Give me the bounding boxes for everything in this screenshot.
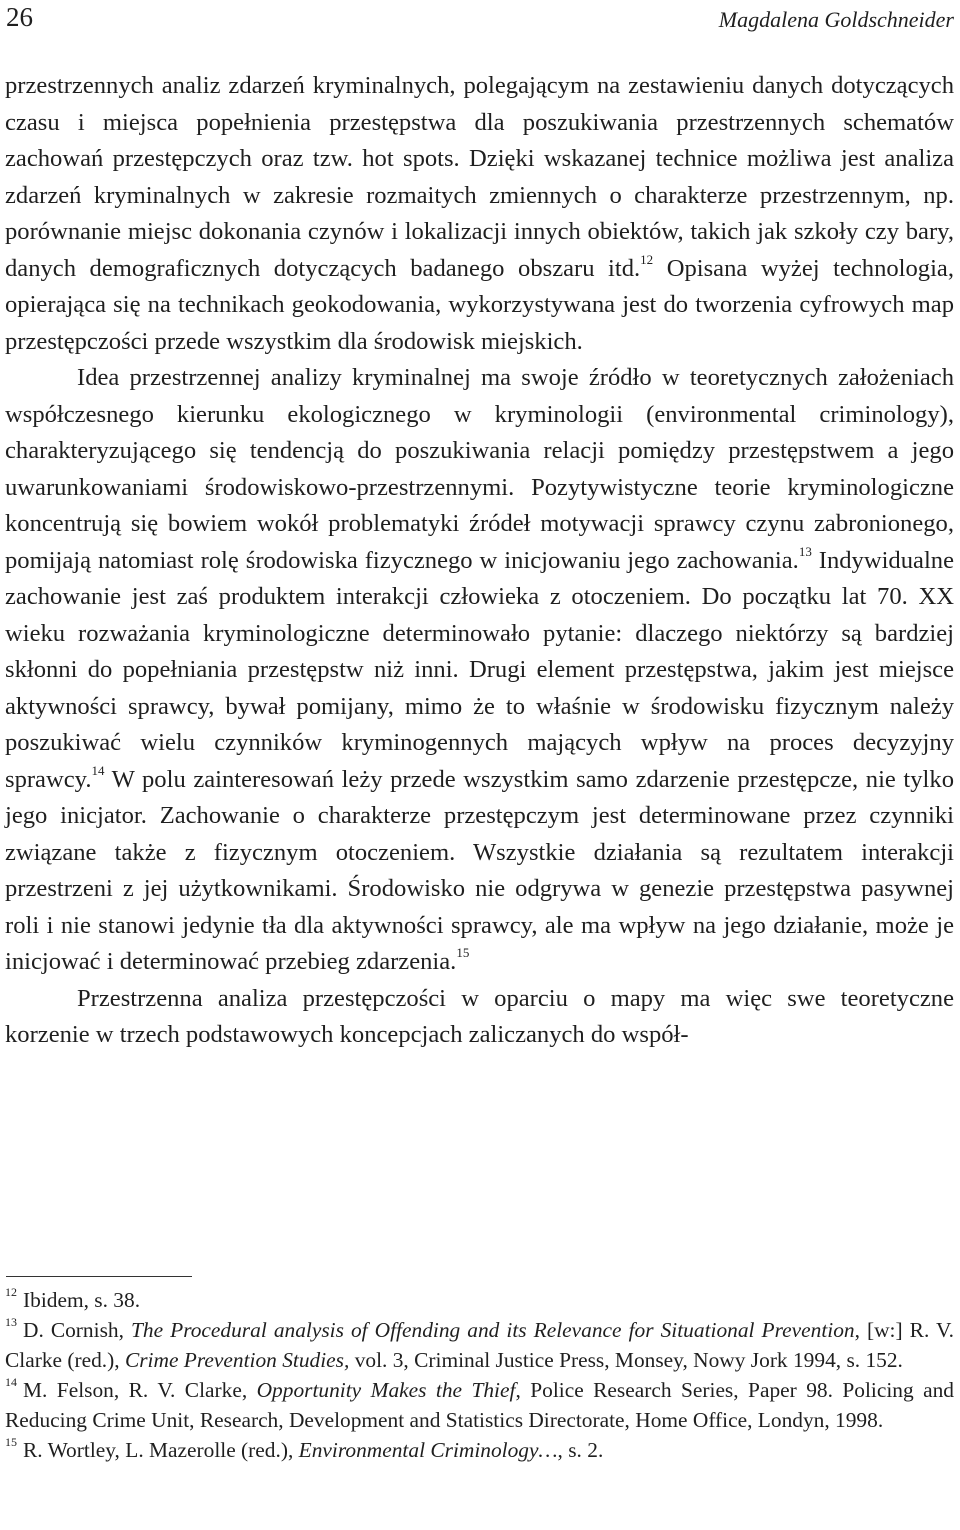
running-head-author: Magdalena Goldschneider bbox=[718, 7, 954, 32]
footnote-12 bbox=[5, 1285, 954, 1315]
footnote-14 bbox=[5, 1375, 954, 1435]
footnote-text: , [w:] R. V. Clarke (red.), bbox=[5, 1318, 954, 1372]
footnote-text: vol. 3, Criminal Justice Press, Monsey, Nowy Jork 1994, s. 152. bbox=[349, 1348, 903, 1372]
footnote-text: M. Felson, R. V. Clarke, bbox=[23, 1378, 257, 1402]
footnotes bbox=[5, 1285, 954, 1465]
paragraph-1-text-a: przestrzennych analiz zdarzeń kryminalnych, polegającym na zestawieniu danych dotyczących czasu i miejsca popełnienia przestępstwa dla poszukiwania przestrzennych schematów zachowań przestępczych oraz tzw. hot spots. Dzięki wskazanej technice możliwa jest analiza zdarzeń kryminalnych w zakresie rozmaitych zmiennych o charakterze przestrzennym, np. porównanie miejsc dokonania czynów i lokalizacji innych obiektów, takich jak szkoły czy bary, danych demograficznych dotyczących badanego obszaru itd. bbox=[5, 72, 954, 282]
footnote-text: Ibidem, s. 38. bbox=[23, 1288, 141, 1312]
footnote-ref-14[interactable]: 14 bbox=[91, 762, 105, 778]
footnote-separator bbox=[6, 1276, 192, 1277]
main-text bbox=[5, 68, 954, 1054]
paragraph-1 bbox=[5, 68, 954, 360]
footnote-ref-12[interactable]: 12 bbox=[640, 251, 654, 267]
footnote-number: 14 bbox=[5, 1375, 17, 1389]
footnote-text: R. Wortley, L. Mazerolle (red.), bbox=[23, 1438, 299, 1462]
footnote-number: 13 bbox=[5, 1315, 17, 1329]
footnote-15 bbox=[5, 1435, 954, 1465]
paragraph-1-text-b: Opisana wyżej technologia, opierająca się na technikach geokodowania, wykorzystywana jest do tworzenia cyfrowych map przestępczości przede wszystkim dla środowisk miejskich. bbox=[5, 254, 954, 355]
paragraph-2 bbox=[5, 360, 954, 981]
footnote-text: D. Cornish, bbox=[23, 1318, 131, 1342]
footnote-13 bbox=[5, 1315, 954, 1375]
page-header bbox=[6, 0, 954, 36]
paragraph-2-text-c: W polu zainteresowań leży przede wszystkim samo zdarzenie przestępcze, nie tylko jego inicjator. Zachowanie o charakterze przestępczym jest determinowane przez czynniki związane także z fizycznym otoczeniem. Wszystkie działania są rezultatem interakcji przestrzeni z jej użytkownikami. Środowisko nie odgrywa w genezie przestępstwa pasywnej roli i nie stanowi jedynie tła dla aktywności sprawcy, ale ma wpływ na jego działanie, może je inicjować i determinować przebieg zdarzenia. bbox=[5, 765, 954, 975]
footnote-title: Opportunity Makes the Thief bbox=[256, 1378, 516, 1402]
footnote-title: Crime Prevention Studies, bbox=[124, 1348, 350, 1372]
footnote-number: 12 bbox=[5, 1285, 17, 1299]
paragraph-3: Przestrzenna analiza przestępczości w oparciu o mapy ma więc swe teoretyczne korzenie w trzech podstawowych koncepcjach zaliczanych do współ- bbox=[5, 984, 954, 1048]
footnote-title: The Procedural analysis of Offending and its Relevance for Situational Prevention bbox=[131, 1318, 855, 1342]
footnote-number: 15 bbox=[5, 1435, 17, 1449]
footnote-ref-15[interactable]: 15 bbox=[456, 945, 470, 960]
paragraph-2-text-a: Idea przestrzennej analizy kryminalnej ma swoje źródło w teoretycznych założeniach współczesnego kierunku ekologicznego w kryminologii (environmental criminology), charakteryzującego się tendencją do poszukiwania relacji pomiędzy przestępstwem a jego uwarunkowaniami środowiskowo-przestrzennymi. Pozytywistyczne teorie kryminologiczne koncentrują się bowiem wokół problematyki źródeł motywacji sprawcy czynu zabronionego, pomijają natomiast rolę środowiska fizycznego w inicjowaniu jego zachowania. bbox=[5, 364, 954, 574]
page-number: 26 bbox=[6, 2, 33, 32]
paragraph-2-text-b: Indywidualne zachowanie jest zaś produktem interakcji człowieka z otoczeniem. Do początku lat 70. XX wieku rozważania kryminologiczne determinowało pytanie: dlaczego niektórzy są bardziej skłonni do popełniania przestępstw niż inni. Drugi element przestępstwa, jakim jest miejsce aktywności sprawcy, bywał pomijany, mimo że to właśnie w środowisku fizycznym należy poszukiwać wielu czynników kryminogennych mających wpływ na proces decyzyjny sprawcy. bbox=[5, 546, 954, 793]
footnote-text: , s. 2. bbox=[557, 1438, 604, 1462]
footnote-ref-13[interactable]: 13 bbox=[798, 543, 812, 559]
footnote-title: Environmental Criminology… bbox=[298, 1438, 558, 1462]
footnote-text: , Police Research Series, Paper 98. Policing and Reducing Crime Unit, Research, Development and Statistics Directorate, Home Office, Londyn, 1998. bbox=[5, 1378, 955, 1432]
